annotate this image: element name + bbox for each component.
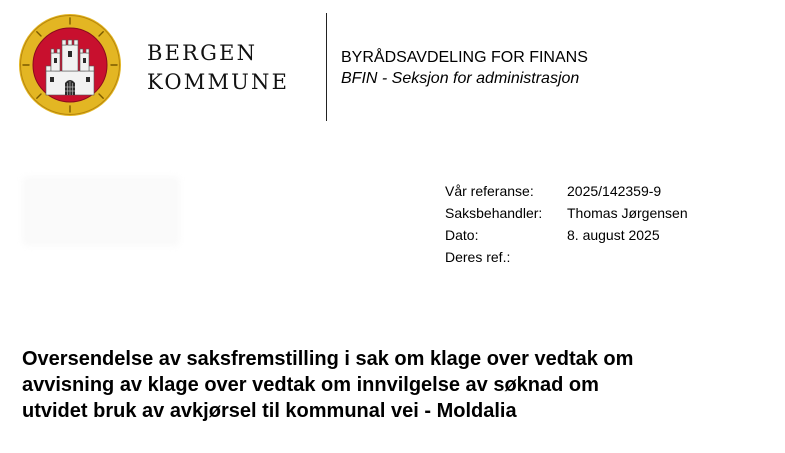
document-title-line: avvisning av klage over vedtak om innvilgelse av søknad om xyxy=(22,374,599,396)
document-title-line: utvidet bruk av avkjørsel til kommunal vei - Moldalia xyxy=(22,400,517,422)
document-title-line: Oversendelse av saksfremstilling i sak om klage over vedtak om xyxy=(22,348,634,370)
meta-row-your-reference xyxy=(445,246,688,268)
meta-value: 8. august 2025 xyxy=(567,227,660,243)
redacted-recipient-address xyxy=(22,176,180,246)
meta-label: Saksbehandler: xyxy=(445,205,543,221)
header-divider xyxy=(326,13,327,121)
document-title xyxy=(22,346,782,424)
meta-row-date xyxy=(445,224,688,246)
meta-value: Thomas Jørgensen xyxy=(567,205,688,221)
meta-label: Vår referanse: xyxy=(445,183,534,199)
section-name: BFIN - Seksjon for administrasjon xyxy=(341,70,580,87)
organization-name xyxy=(147,39,289,97)
meta-label: Deres ref.: xyxy=(445,249,511,265)
meta-row-reference xyxy=(445,180,688,202)
meta-value: 2025/142359-9 xyxy=(567,183,662,199)
meta-label: Dato: xyxy=(445,227,479,243)
organization-name-line1: BERGEN xyxy=(147,41,258,65)
reference-metadata xyxy=(445,180,688,268)
meta-row-case-officer xyxy=(445,202,688,224)
bergen-coat-of-arms-icon xyxy=(18,13,122,117)
organization-name-line2: KOMMUNE xyxy=(147,70,290,94)
department-name: BYRÅDSAVDELING FOR FINANS xyxy=(341,49,588,66)
